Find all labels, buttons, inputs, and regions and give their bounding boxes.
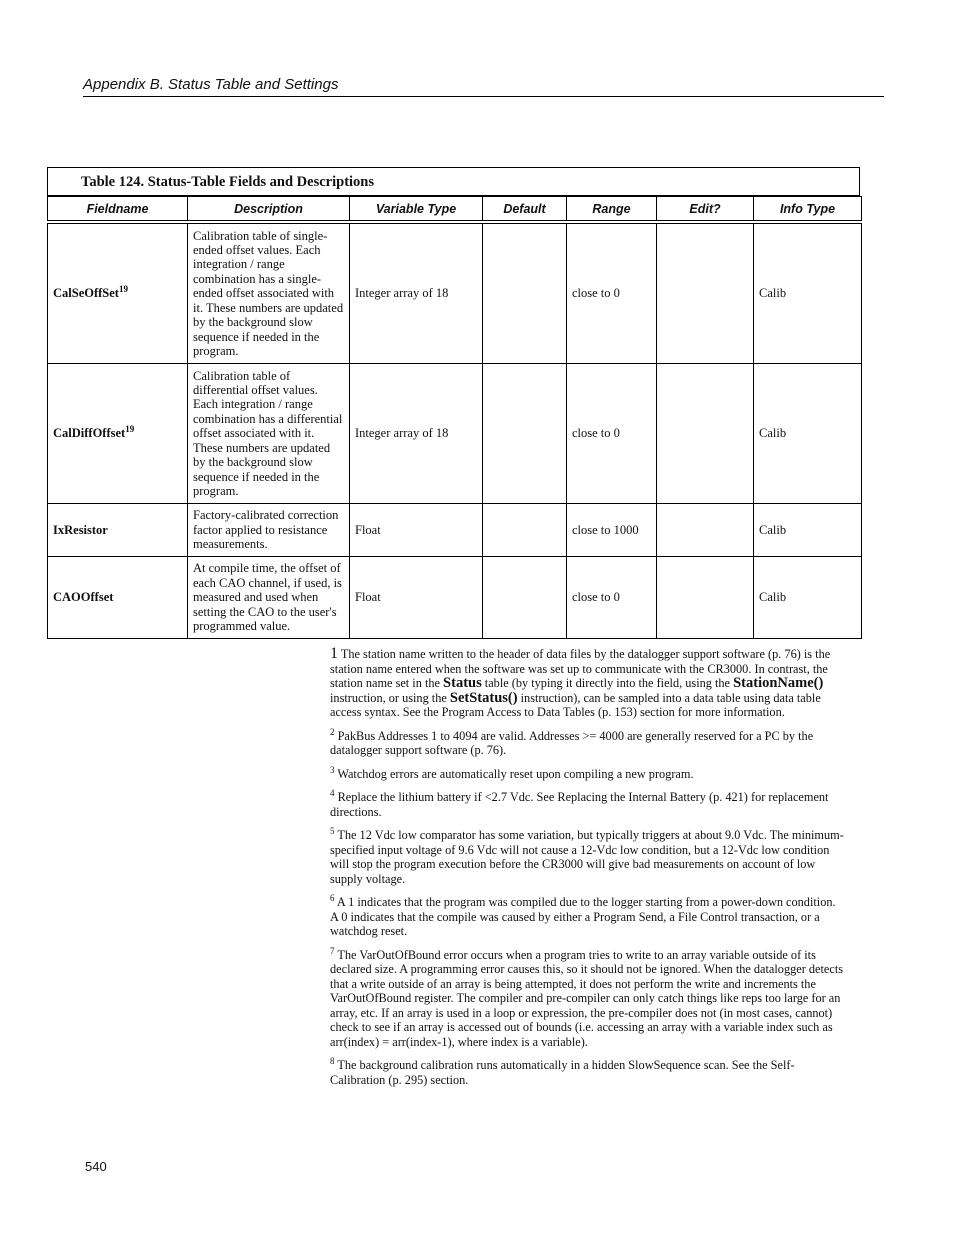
table-row xyxy=(48,224,862,364)
col-header-range: Range xyxy=(567,197,657,221)
cell-variable-type: Float xyxy=(350,557,483,639)
cell-default xyxy=(483,557,567,639)
col-header-info-type: Info Type xyxy=(754,197,862,221)
cell-range: close to 0 xyxy=(567,224,657,364)
cell-edit xyxy=(657,557,754,639)
footnotes xyxy=(330,647,846,1096)
cell-info-type: Calib xyxy=(754,364,862,504)
cell-default xyxy=(483,364,567,504)
footnote-5: $^5$ The 12 Vdc low comparator has some variation, but typically triggers at about 9.0 Vdc. The minimum-specified input voltage of 9.6 Vdc will not cause a 12-Vdc low condition, but a 12-Vdc low condition will stop the program execution before the CR3000 will give bad measurements on account of low supply voltage. xyxy=(330,825,844,886)
table-header-row xyxy=(48,197,862,221)
cell-default xyxy=(483,504,567,557)
cell-range: close to 0 xyxy=(567,364,657,504)
cell-range: close to 1000 xyxy=(567,504,657,557)
footnote-8: $^8$ The background calibration runs automatically in a hidden SlowSequence scan. See the Self-Calibration (p. 295) section. xyxy=(330,1055,795,1087)
footnote-3: $^3$ Watchdog errors are automatically reset upon compiling a new program. xyxy=(330,764,694,781)
cell-range: close to 0 xyxy=(567,557,657,639)
cell-fieldname: CalSeOffSet$^{19}$ xyxy=(48,224,188,364)
cell-default xyxy=(483,224,567,364)
col-header-edit: Edit? xyxy=(657,197,754,221)
cell-description: Calibration table of differential offset values. Each integration / range combination has a differential offset associated with it. These numbers are updated by the background slow sequence if needed in the program. xyxy=(188,364,350,504)
cell-info-type: Calib xyxy=(754,557,862,639)
header-rule xyxy=(83,96,884,97)
col-header-default: Default xyxy=(483,197,567,221)
footnote-1: 1 The station name written to the header of data files by the datalogger support software (p. 76) is the station name entered when the software was set up to communicate with the CR3000. In contrast, the station name set in the Status table (by typing it directly into the field, using the StationName() instruction, or using the SetStatus() instruction), can be sampled into a data table using data table access syntax. See the Program Access to Data Tables (p. 153) section for more information. xyxy=(330,645,831,719)
footnote-7: $^7$ The VarOutOfBound error occurs when a program tries to write to an array variable outside of its declared size. A programming error causes this, so it should not be ignored. When the datalogger detects that a write outside of an array is being attempted, it does not perform the write and increments the VarOutOfBound register. The compiler and pre-compiler can only catch things like reps too large for an array, etc. If an array is used in a loop or expression, the pre-compiler does not (in most cases, cannot) check to see if an array is accessed out of bounds (i.e. accessing an array with a variable index such as arr(index) = arr(index-1), where index is a variable). xyxy=(330,945,844,1049)
cell-info-type: Calib xyxy=(754,504,862,557)
table-title: Table 124. Status-Table Fields and Descriptions xyxy=(81,174,375,190)
table-row xyxy=(48,504,862,557)
cell-fieldname: CalDiffOffset$^{19}$ xyxy=(48,364,188,504)
cell-edit xyxy=(657,504,754,557)
cell-description: Factory-calibrated correction factor applied to resistance measurements. xyxy=(188,504,350,557)
cell-edit xyxy=(657,224,754,364)
footnote-4: $^4$ Replace the lithium battery if <2.7 Vdc. See Replacing the Internal Battery (p. 421) for replacement directions. xyxy=(330,787,829,819)
running-header: Appendix B. Status Table and Settings xyxy=(83,76,339,93)
status-table xyxy=(47,196,862,639)
cell-description: At compile time, the offset of each CAO channel, if used, is measured and used when setting the CAO to the user's programmed value. xyxy=(188,557,350,639)
col-header-fieldname: Fieldname xyxy=(48,197,188,221)
page-number: 540 xyxy=(85,1159,107,1174)
table-row xyxy=(48,557,862,639)
cell-variable-type: Integer array of 18 xyxy=(350,224,483,364)
table-caption-box xyxy=(47,167,860,196)
col-header-description: Description xyxy=(188,197,350,221)
cell-fieldname: CAOOffset xyxy=(48,557,188,639)
cell-description: Calibration table of single-ended offset values. Each integration / range combination has a single-ended offset associated with it. These numbers are updated by the background slow sequence if needed in the program. xyxy=(188,224,350,364)
footnote-6: $^6$ A 1 indicates that the program was compiled due to the logger starting from a power-down condition. A 0 indicates that the compile was caused by either a Program Send, a File Control transaction, or a watchdog reset. xyxy=(330,892,836,938)
cell-variable-type: Float xyxy=(350,504,483,557)
cell-variable-type: Integer array of 18 xyxy=(350,364,483,504)
col-header-variable-type: Variable Type xyxy=(350,197,483,221)
cell-info-type: Calib xyxy=(754,224,862,364)
footnote-2: $^2$ PakBus Addresses 1 to 4094 are valid. Addresses >= 4000 are generally reserved for a PC by the datalogger support software (p. 76). xyxy=(330,726,814,757)
cell-edit xyxy=(657,364,754,504)
cell-fieldname: IxResistor xyxy=(48,504,188,557)
table-row xyxy=(48,364,862,504)
